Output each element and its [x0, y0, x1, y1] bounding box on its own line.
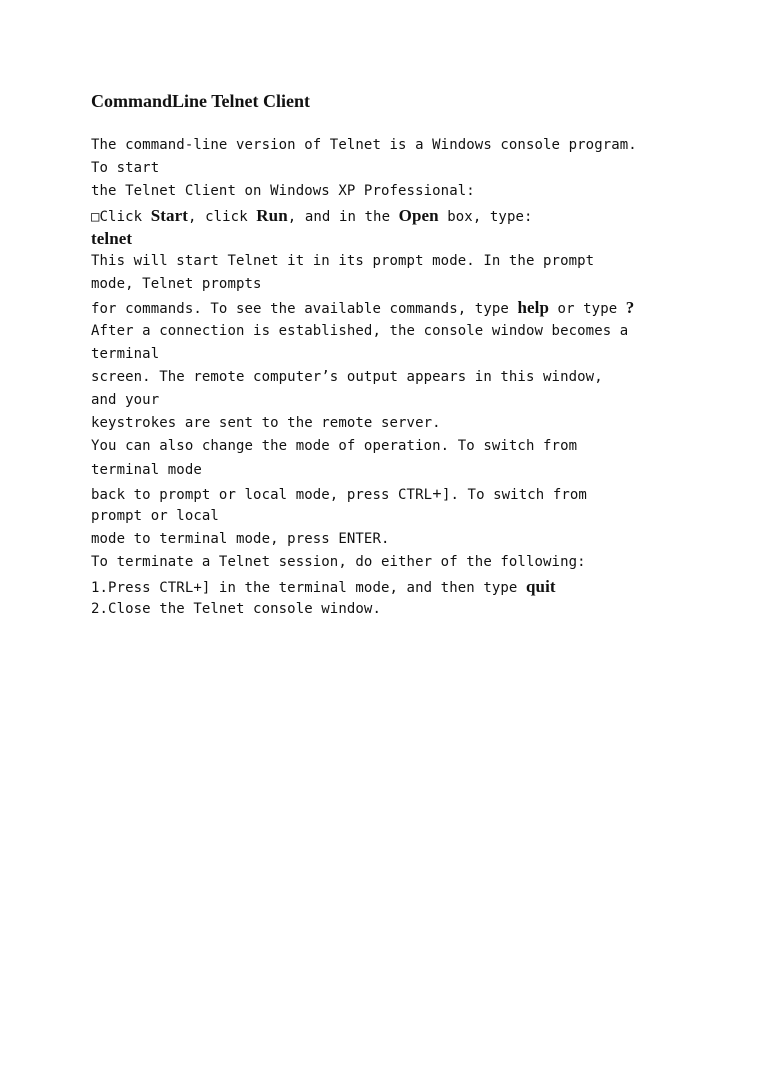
- body-line: [91, 157, 691, 180]
- body-text-run: back to prompt or local mode, press CTRL: [91, 486, 433, 503]
- body-text-run: ]. To switch from: [441, 486, 587, 503]
- body-line: [91, 412, 691, 435]
- body-line: [91, 435, 691, 458]
- body-line: [91, 273, 691, 296]
- body-text-run: , and in the: [287, 208, 399, 225]
- body-text-run: mode, Telnet prompts: [91, 276, 262, 293]
- body-text-run: screen. The remote computer’s output appears in this window,: [91, 368, 603, 385]
- body-line: [91, 528, 691, 551]
- body-line: [91, 482, 691, 505]
- body-text-run: mode to terminal mode, press ENTER.: [91, 531, 390, 548]
- body-text-run: for commands. To see the available commands, type: [91, 301, 518, 318]
- body-line: [91, 250, 691, 273]
- bold-term: quit: [525, 576, 556, 596]
- body-text-run: □Click: [91, 208, 151, 225]
- bold-term: Open: [398, 205, 439, 225]
- body-text-run: To start: [91, 160, 160, 177]
- body-text-run: box, type:: [438, 208, 533, 225]
- body-text-run: After a connection is established, the console window becomes a: [91, 322, 629, 339]
- body-line: [91, 296, 691, 319]
- body-line: [91, 575, 691, 598]
- body-line: [91, 204, 691, 227]
- body-text-run: To terminate a Telnet session, do either of the following:: [91, 554, 586, 571]
- body-line: [91, 551, 691, 574]
- body-line: [91, 459, 691, 482]
- document-title: CommandLine Telnet Client: [91, 91, 311, 111]
- body-line: [91, 343, 691, 366]
- body-line: [91, 320, 691, 343]
- body-line: [91, 180, 691, 203]
- body-text-run: This will start Telnet it in its prompt mode. In the prompt: [91, 252, 595, 269]
- body-text-run: and your: [91, 392, 160, 409]
- bold-term: ?: [625, 298, 635, 318]
- document-page: [91, 88, 691, 621]
- body-text-run: terminal: [91, 345, 160, 362]
- document-body: [91, 134, 691, 621]
- body-text-run: the Telnet Client on Windows XP Professional:: [91, 183, 475, 200]
- body-text-run: terminal mode: [91, 461, 202, 478]
- bold-term: help: [517, 298, 550, 318]
- body-text-run: or type: [549, 301, 626, 318]
- body-text-run: 2.Close the Telnet console window.: [91, 600, 381, 617]
- body-text-run: keystrokes are sent to the remote server.: [91, 415, 441, 432]
- body-line: [91, 505, 691, 528]
- body-line: [91, 366, 691, 389]
- body-line: [91, 227, 691, 250]
- body-text-run: 1.Press CTRL+] in the terminal mode, and then type: [91, 579, 526, 596]
- body-line: [91, 598, 691, 621]
- body-text-run: You can also change the mode of operation. To switch from: [91, 438, 578, 455]
- bold-term: +: [432, 483, 442, 503]
- bold-term: telnet: [91, 228, 133, 248]
- body-text-run: , click: [188, 208, 257, 225]
- body-text-run: prompt or local: [91, 508, 219, 524]
- bold-term: Start: [150, 205, 189, 225]
- body-text-run: The command-line version of Telnet is a Windows console program.: [91, 137, 637, 153]
- bold-term: Run: [256, 205, 288, 225]
- body-line: [91, 389, 691, 412]
- body-line: [91, 134, 691, 157]
